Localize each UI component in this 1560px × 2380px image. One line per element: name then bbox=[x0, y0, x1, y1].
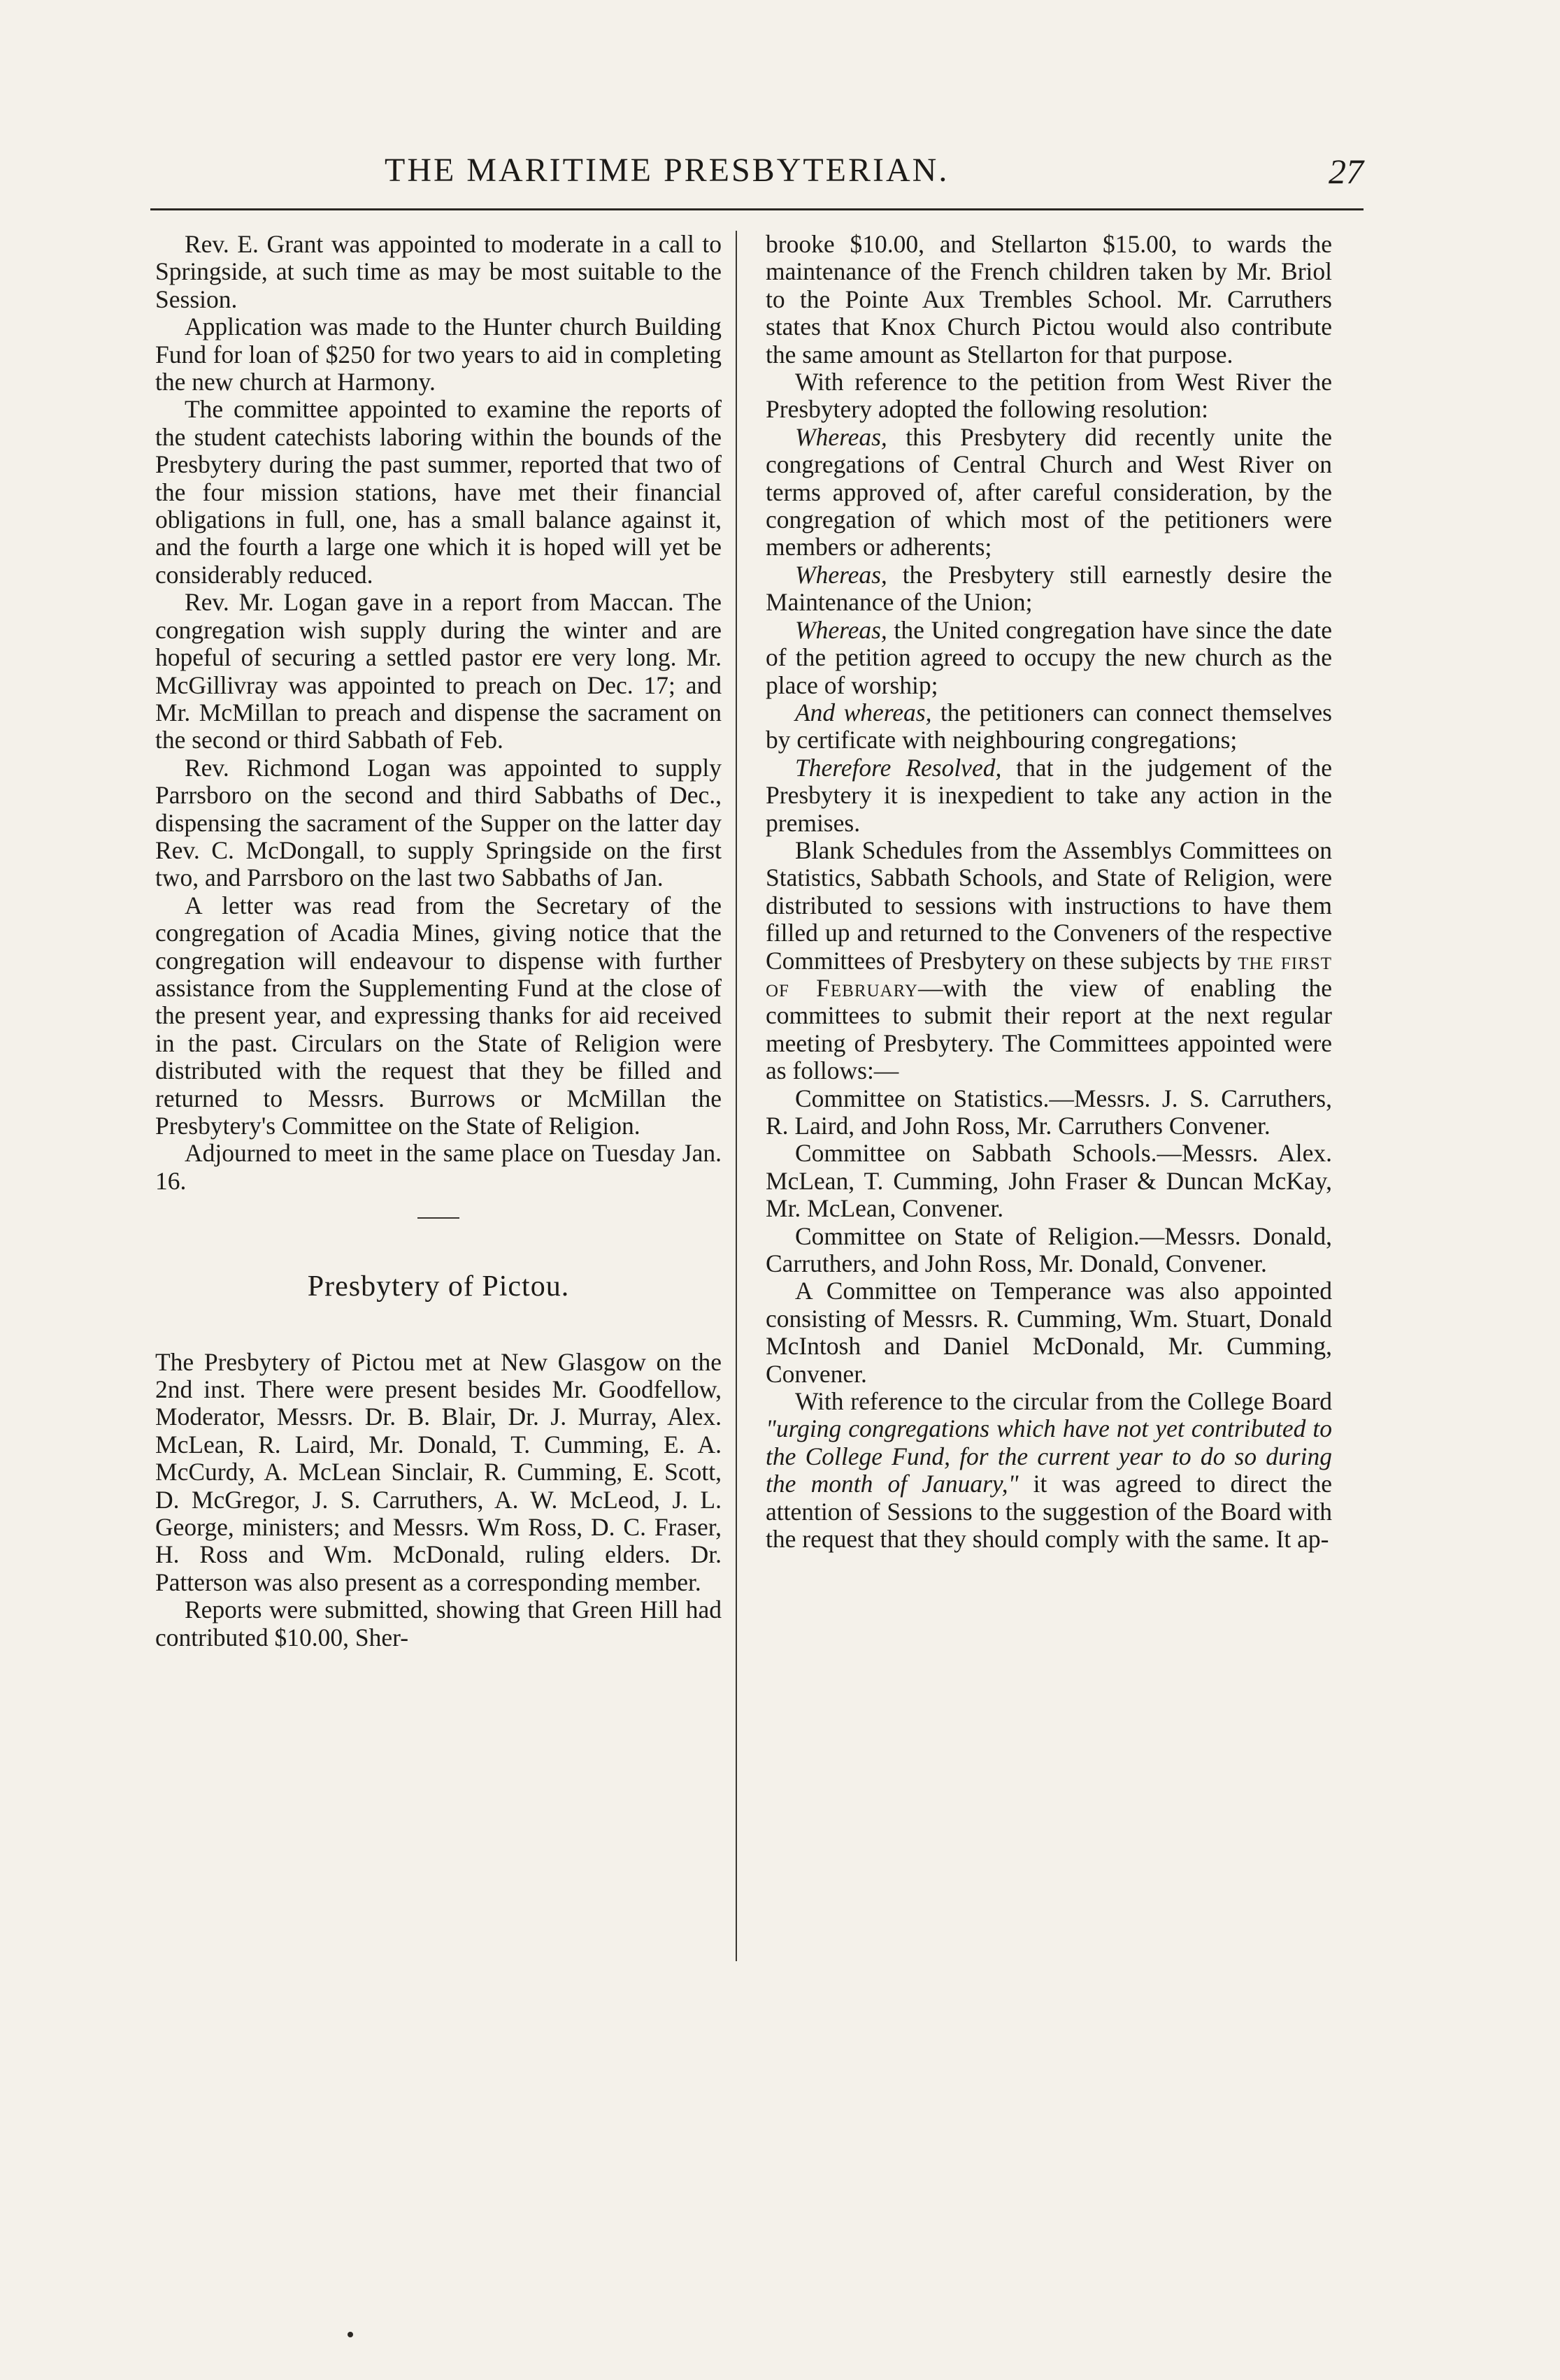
left-column bbox=[155, 231, 722, 1651]
paragraph: Rev. Mr. Logan gave in a report from Maccan. The congregation wish supply during the winter and are hopeful of securing a settled pastor ere very long. Mr. McGillivray was appointed to preach on Dec. 17; and Mr. McMillan to preach and dispense the sacrament on the second or third Sabbath of Feb. bbox=[155, 588, 722, 754]
paragraph: With reference to the petition from West River the Presbytery adopted the following resolution: bbox=[766, 368, 1332, 424]
resolution-clause bbox=[766, 699, 1332, 754]
clause-text: the United congregation have since the date of the petition agreed to occupy the new church as the place of worship; bbox=[766, 615, 1332, 699]
clause-lead: Whereas, bbox=[795, 560, 887, 589]
clause-lead: Whereas, bbox=[795, 422, 887, 451]
paragraph-text: it was agreed to direct the attention of Sessions to the suggestion of the Board with the request that they should comply with the same. It ap- bbox=[766, 1470, 1332, 1554]
committee-entry: A Committee on Temperance was also appointed consisting of Messrs. R. Cumming, Wm. Stuart, Donald McIntosh and Daniel McDonald, Mr. Cumming, Convener. bbox=[766, 1277, 1332, 1388]
paragraph bbox=[766, 1388, 1332, 1553]
clause-lead: And whereas, bbox=[795, 698, 932, 726]
right-column bbox=[766, 231, 1332, 1554]
paragraph bbox=[766, 837, 1332, 1085]
clause-lead: Whereas, bbox=[795, 615, 887, 644]
section-divider bbox=[417, 1217, 459, 1219]
clause-text: that in the judgement of the Presbytery it is inexpedient to take any action in the premises. bbox=[766, 753, 1332, 837]
committee-entry: Committee on State of Religion.—Messrs. Donald, Carruthers, and John Ross, Mr. Donald, Convener. bbox=[766, 1221, 1332, 1278]
column-divider bbox=[736, 231, 737, 1961]
resolution-clause bbox=[766, 617, 1332, 699]
committee-entry: Committee on Statistics.—Messrs. J. S. Carruthers, R. Laird, and John Ross, Mr. Carruthers Convener. bbox=[766, 1084, 1332, 1140]
paragraph: Rev. Richmond Logan was appointed to supply Parrsboro on the second and third Sabbaths of Dec., dispensing the sacrament of the Supper on the latter day Rev. C. McDongall, to supply Springside on the first two, and Parrsboro on the last two Sabbaths of Jan. bbox=[155, 753, 722, 892]
header-rule bbox=[150, 208, 1364, 210]
paragraph: Application was made to the Hunter church Building Fund for loan of $250 for two years to aid in completing the new church at Harmony. bbox=[155, 313, 722, 396]
resolution-clause bbox=[766, 754, 1332, 837]
quoted-circular: "urging congregations which have not yet contributed to the College Fund, for the current year to do so during the month of January," bbox=[766, 1414, 1332, 1498]
clause-text: the petitioners can connect themselves by certificate with neighbouring congregations; bbox=[766, 698, 1332, 754]
clause-text: the Presbytery still earnestly desire the Maintenance of the Union; bbox=[766, 560, 1332, 617]
resolution-clause bbox=[766, 424, 1332, 561]
paragraph: Rev. E. Grant was appointed to moderate in a call to Springside, at such time as may be most suitable to the Session. bbox=[155, 230, 722, 313]
page-number: 27 bbox=[1329, 152, 1364, 191]
running-title: THE MARITIME PRESBYTERIAN. bbox=[385, 152, 950, 189]
date-small-caps: the first of February bbox=[766, 946, 1332, 1002]
paragraph: The committee appointed to examine the reports of the student catechists laboring within the bounds of the Presbytery during the past summer, reported that two of the four mission stations, have met their financial obligations in full, one, has a small balance against it, and the fourth a large one which it is hoped will yet be considerably reduced. bbox=[155, 395, 722, 589]
paragraph-text: —with the view of enabling the committees to submit their report at the next regular meeting of Presbytery. The Committees appointed were as follows:— bbox=[766, 973, 1333, 1085]
paragraph: A letter was read from the Secretary of the congregation of Acadia Mines, giving notice that the congregation will endeavour to dispense with further assistance from the Supplementing Fund at the close of the present year, and expressing thanks for aid received in the past. Circulars on the State of Religion were distributed with the request that they be filled and returned to Messrs. Burrows or McMillan the Presbytery's Committee on the State of Religion. bbox=[155, 891, 722, 1140]
page-header bbox=[322, 145, 1364, 201]
committee-entry: Committee on Sabbath Schools.—Messrs. Alex. McLean, T. Cumming, John Fraser & Duncan McKay, Mr. McLean, Convener. bbox=[766, 1139, 1332, 1223]
clause-lead: Therefore Resolved, bbox=[795, 753, 1002, 782]
resolution-clause bbox=[766, 561, 1332, 617]
paragraph: Adjourned to meet in the same place on Tuesday Jan. 16. bbox=[155, 1139, 722, 1195]
paragraph: Reports were submitted, showing that Green Hill had contributed $10.00, Sher- bbox=[155, 1596, 722, 1651]
clause-text: this Presbytery did recently unite the congregations of Central Church and West River on terms approved of, after careful consideration, by the congregation of which most of the petitioners were members or adherents; bbox=[766, 422, 1332, 561]
paragraph-text: With reference to the circular from the College Board bbox=[795, 1387, 1332, 1416]
paragraph: The Presbytery of Pictou met at New Glasgow on the 2nd inst. There were present besides Mr. Goodfellow, Moderator, Messrs. Dr. B. Blair, Dr. J. Murray, Alex. McLean, R. Laird, Mr. Donald, T. Cumming, E. A. McCurdy, A. McLean Sinclair, R. Cumming, E. Scott, D. McGregor, J. S. Carruthers, A. W. McLeod, J. L. George, ministers; and Messrs. Wm Ross, D. C. Fraser, H. Ross and Wm. McDonald, ruling elders. Dr. Patterson was also present as a corresponding member. bbox=[155, 1347, 722, 1596]
paragraph: brooke $10.00, and Stellarton $15.00, to wards the maintenance of the French children taken by Mr. Briol to the Pointe Aux Trembles School. Mr. Carruthers states that Knox Church Pictou would also contribute the same amount as Stellarton for that purpose. bbox=[766, 230, 1332, 368]
paragraph-text: Blank Schedules from the Assemblys Committees on Statistics, Sabbath Schools, and State of Religion, were distributed to sessions with instructions to have them filled up and returned to the Conveners of the respective Committees of Presbytery on these subjects by bbox=[766, 836, 1332, 975]
section-title: Presbytery of Pictou. bbox=[307, 1270, 570, 1303]
print-speck bbox=[348, 2332, 353, 2337]
